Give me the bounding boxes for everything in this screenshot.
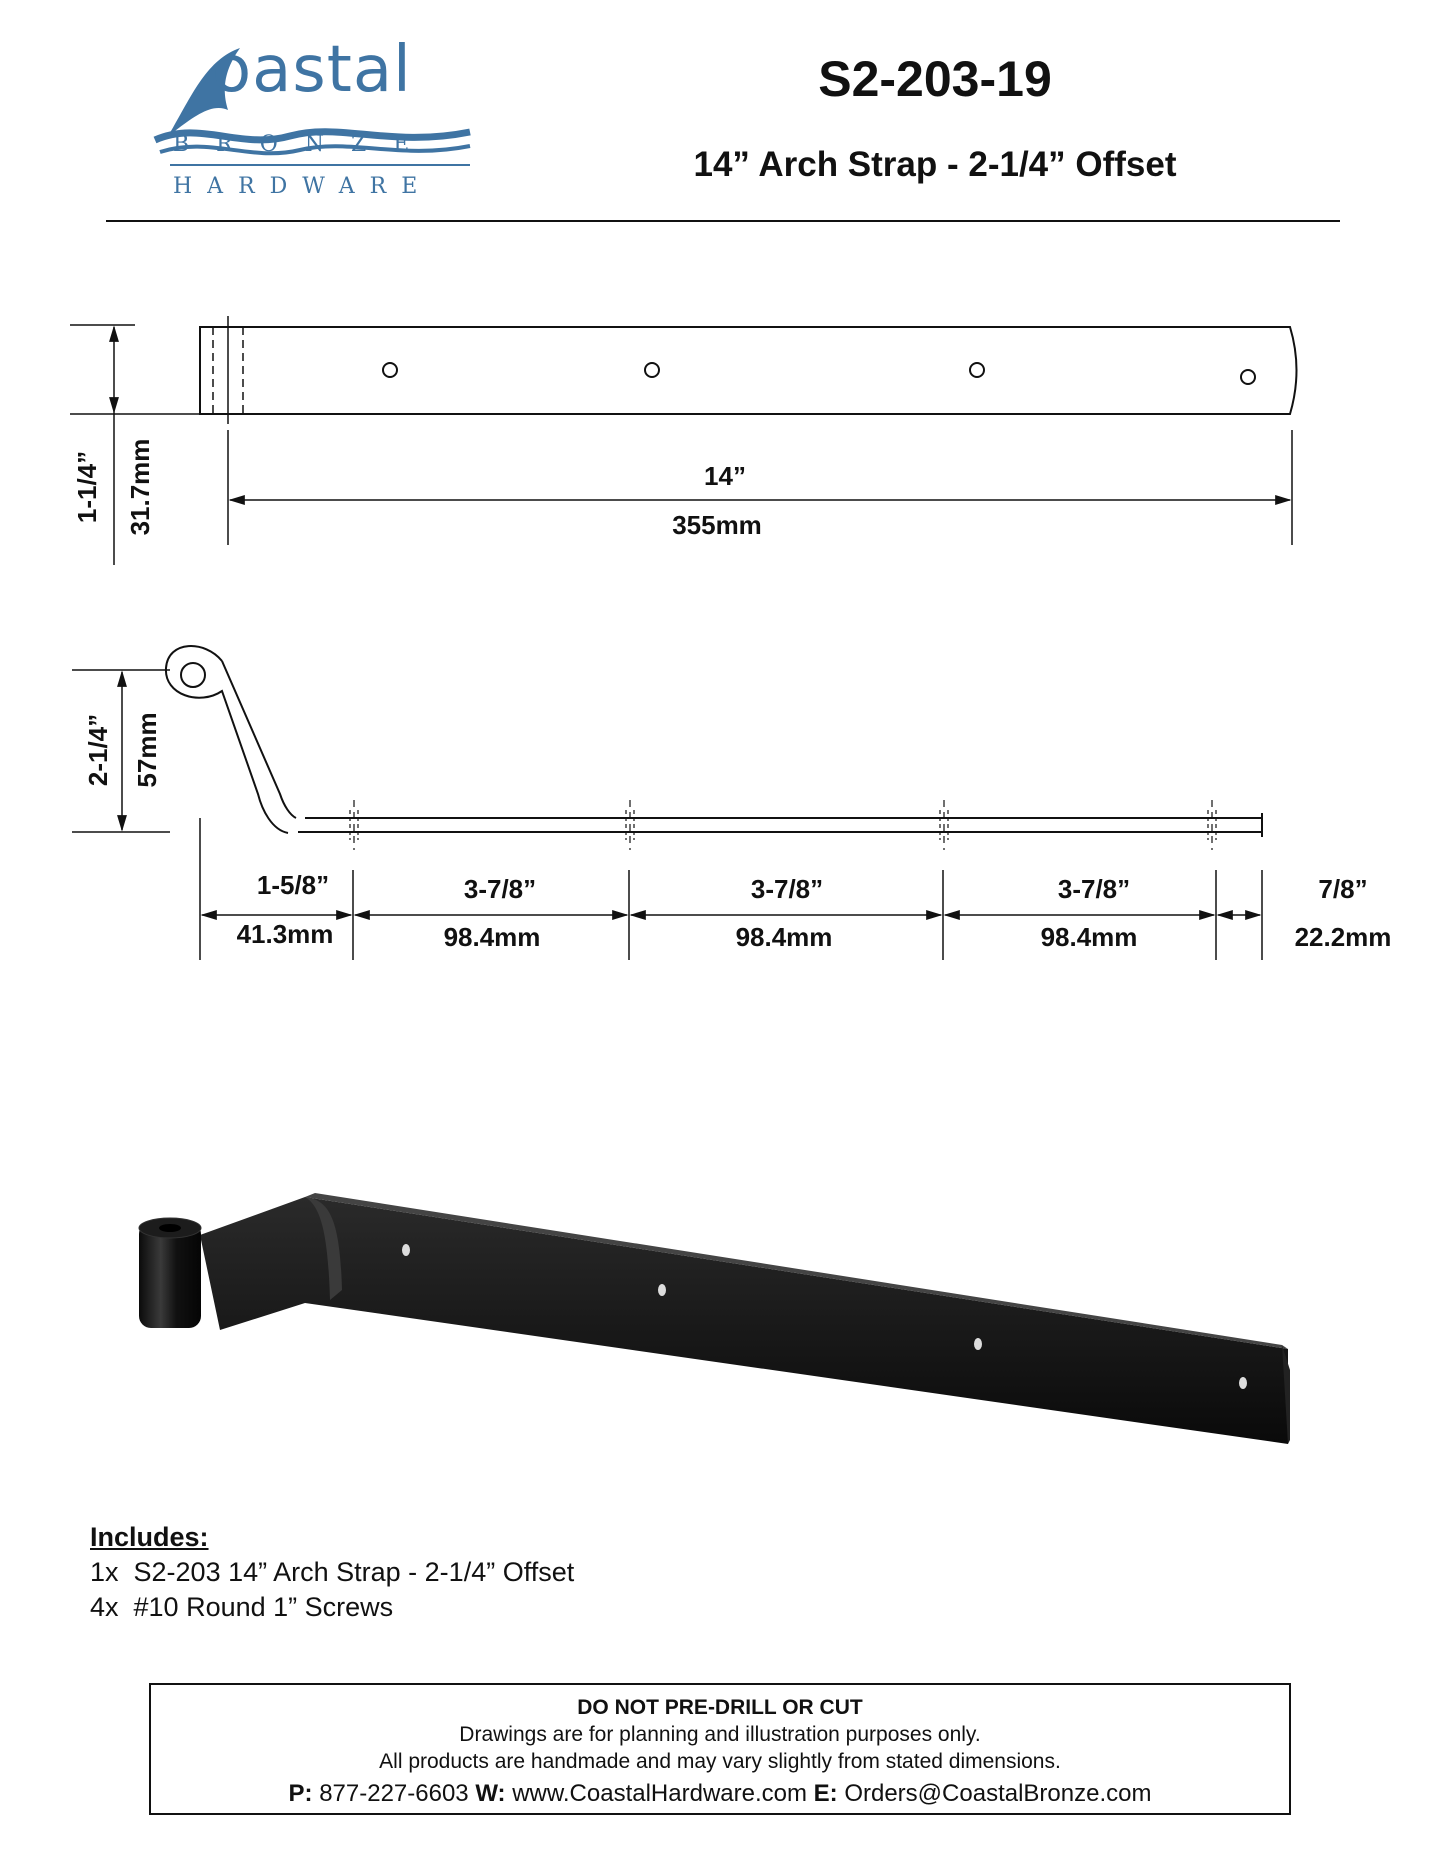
website-link[interactable]: www.CoastalHardware.com	[512, 1780, 807, 1807]
screw-hole	[383, 363, 397, 377]
offset-mm-label: 57mm	[132, 712, 162, 788]
spacing-2-mm: 98.4mm	[443, 922, 541, 952]
screw-hole	[402, 1244, 410, 1256]
screw-hole	[1239, 1377, 1247, 1389]
width-mm-label: 31.7mm	[125, 438, 155, 536]
spacing-4-inch: 3-7/8”	[1057, 874, 1131, 904]
email-link[interactable]: Orders@CoastalBronze.com	[844, 1780, 1152, 1807]
pin-hole	[181, 663, 205, 687]
logo-line-bronze: BRONZE	[173, 132, 437, 157]
logo-wordmark: oastal	[212, 33, 412, 107]
length-inch-label: 14”	[704, 461, 746, 491]
spacing-2-inch: 3-7/8”	[463, 874, 537, 904]
disclaimer-heading: DO NOT PRE-DRILL OR CUT	[577, 1696, 863, 1719]
product-render	[139, 1193, 1290, 1444]
logo-line-hardware: HARDWARE	[173, 174, 433, 199]
spacing-1-inch: 1-5/8”	[256, 870, 330, 900]
contact-line	[151, 1780, 1289, 1808]
disclaimer-box	[149, 1683, 1291, 1815]
spacing-1-mm: 41.3mm	[236, 919, 334, 949]
part-title: 14” Arch Strap - 2-1/4” Offset	[693, 145, 1177, 184]
spacing-5-mm: 22.2mm	[1294, 922, 1392, 952]
part-number: S2-203-19	[818, 51, 1052, 107]
phone-label: P:	[288, 1780, 313, 1807]
web-label: W:	[475, 1780, 506, 1807]
spacing-4-mm: 98.4mm	[1040, 922, 1138, 952]
length-mm-label: 355mm	[672, 510, 762, 540]
top-view	[70, 316, 1297, 565]
screw-hole	[1241, 370, 1255, 384]
includes-item: 1x S2-203 14” Arch Strap - 2-1/4” Offset	[90, 1557, 575, 1587]
side-view	[72, 646, 1391, 960]
spacing-5-inch: 7/8”	[1318, 874, 1368, 904]
includes-item: 4x #10 Round 1” Screws	[90, 1592, 394, 1622]
includes-heading: Includes:	[90, 1522, 209, 1552]
phone-number[interactable]: 877-227-6603	[319, 1780, 469, 1807]
screw-hole	[974, 1338, 982, 1350]
width-inch-label: 1-1/4”	[72, 450, 102, 524]
offset-inch-label: 2-1/4”	[83, 713, 113, 787]
email-label: E:	[813, 1780, 838, 1807]
disclaimer-line: Drawings are for planning and illustration purposes only.	[459, 1723, 981, 1746]
screw-hole	[970, 363, 984, 377]
spacing-3-inch: 3-7/8”	[750, 874, 824, 904]
screw-hole	[645, 363, 659, 377]
spacing-3-mm: 98.4mm	[735, 922, 833, 952]
disclaimer-line: All products are handmade and may vary slightly from stated dimensions.	[379, 1750, 1061, 1773]
screw-hole	[658, 1284, 666, 1296]
